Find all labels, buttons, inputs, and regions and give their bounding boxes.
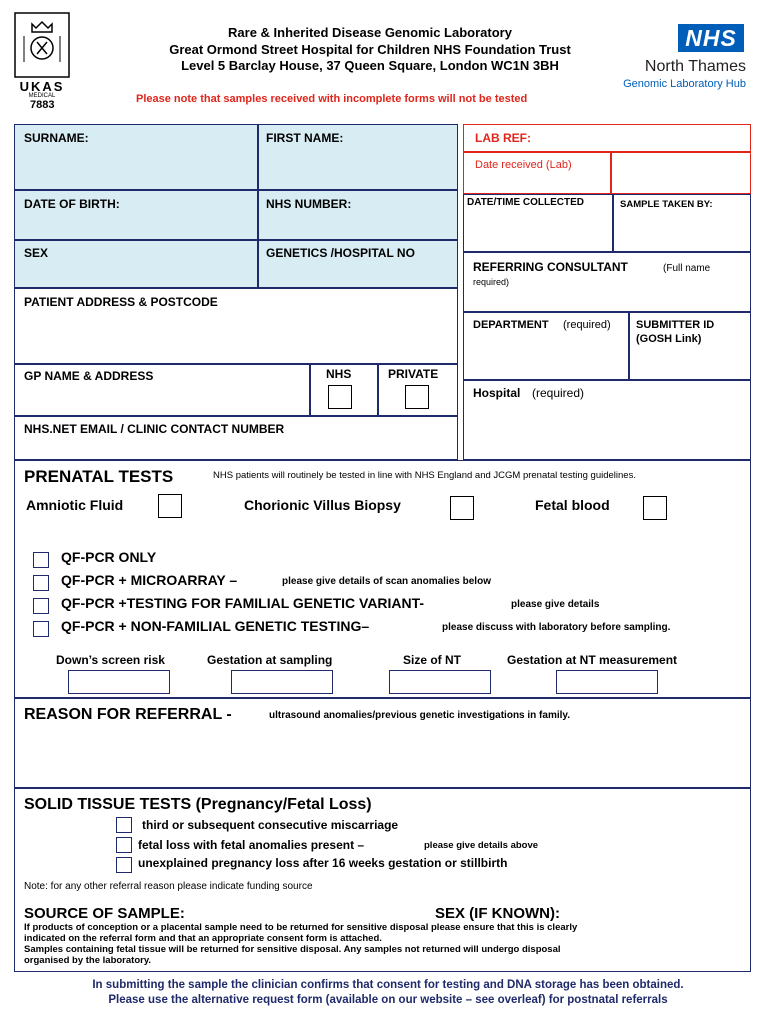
taken-by-label: SAMPLE TAKEN BY:: [620, 199, 713, 210]
qfpcr-only-checkbox[interactable]: [33, 552, 49, 568]
hospital-note: (required): [532, 386, 585, 400]
submitter-id-note: (GOSH Link): [636, 333, 702, 345]
trust-name: Great Ormond Street Hospital for Children NHS Foundation Trust: [169, 42, 571, 57]
fetal-blood-label: Fetal blood: [535, 497, 610, 513]
miscarriage-label: third or subsequent consecutive miscarriage: [142, 818, 399, 832]
qfpcr-familial-checkbox[interactable]: [33, 598, 49, 614]
qfpcr-familial-label: QF-PCR +TESTING FOR FAMILIAL GENETIC VARIANT-: [61, 595, 425, 611]
referral-title: REASON FOR REFERRAL -: [24, 706, 232, 723]
department-note: (required): [563, 319, 611, 331]
lab-address: Level 5 Barclay House, 37 Queen Square, London WC1N 3BH: [181, 58, 559, 73]
fetal-anomalies-note: please give details above: [424, 840, 539, 851]
consultant-label: REFERRING CONSULTANT: [473, 260, 628, 274]
cvs-checkbox[interactable]: [450, 496, 474, 520]
gp-label: GP NAME & ADDRESS: [24, 369, 154, 383]
prenatal-note: NHS patients will routinely be tested in line with NHS England and JCGM prenatal testing guidelines.: [213, 470, 636, 481]
date-received-label: Date received (Lab): [475, 159, 572, 171]
fetal-anomalies-label: fetal loss with fetal anomalies present –: [138, 838, 365, 852]
downs-risk-label: Down’s screen risk: [56, 653, 165, 667]
gestation-nt-input[interactable]: [556, 670, 658, 694]
consultant-note: (Full name: [663, 263, 711, 274]
private-option-label: PRIVATE: [388, 367, 439, 381]
source-label: SOURCE OF SAMPLE:: [24, 905, 185, 922]
qfpcr-only-label: QF-PCR ONLY: [61, 549, 157, 565]
page-title: Rare & Inherited Disease Genomic Laboratory: [228, 25, 512, 40]
nt-size-label: Size of NT: [403, 653, 462, 667]
nhs-number-label: NHS NUMBER:: [266, 197, 352, 211]
ukas-number: 7883: [30, 99, 55, 111]
dob-label: DATE OF BIRTH:: [24, 197, 120, 211]
department-label: DEPARTMENT: [473, 319, 549, 331]
crown-icon: [14, 12, 70, 78]
ukas-logo: [14, 12, 70, 98]
qfpcr-nonfamilial-label: QF-PCR + NON-FAMILIAL GENETIC TESTING–: [61, 618, 370, 634]
qfpcr-nonfamilial-note: please discuss with laboratory before sampling.: [442, 622, 671, 633]
prenatal-title: PRENATAL TESTS: [24, 467, 174, 486]
downs-risk-input[interactable]: [68, 670, 170, 694]
email-label: NHS.NET EMAIL / CLINIC CONTACT NUMBER: [24, 422, 285, 436]
disposal-text-2: indicated on the referral form and that an appropriate consent form is attached.: [24, 933, 382, 944]
qfpcr-nonfamilial-checkbox[interactable]: [33, 621, 49, 637]
address-label: PATIENT ADDRESS & POSTCODE: [24, 295, 218, 309]
sex-known-label: SEX (IF KNOWN):: [435, 905, 560, 922]
nhs-option-label: NHS: [326, 367, 352, 381]
disposal-text-4: organised by the laboratory.: [24, 955, 152, 966]
cvs-label: Chorionic Villus Biopsy: [244, 497, 401, 513]
qfpcr-familial-note: please give details: [511, 599, 600, 610]
lab-ref-label: LAB REF:: [475, 131, 531, 145]
nhs-logo: [678, 24, 744, 52]
first-name-label: FIRST NAME:: [266, 131, 344, 145]
funding-note: Note: for any other referral reason please indicate funding source: [24, 881, 313, 892]
nt-size-input[interactable]: [389, 670, 491, 694]
gestation-sampling-label: Gestation at sampling: [207, 653, 333, 667]
qfpcr-microarray-note: please give details of scan anomalies below: [282, 576, 491, 587]
stillbirth-checkbox[interactable]: [116, 857, 132, 873]
consultant-note-2: required): [473, 277, 510, 287]
disposal-text-3: Samples containing fetal tissue will be returned for sensitive disposal. Any samples not returned will undergo disposal: [24, 944, 561, 955]
surname-label: SURNAME:: [24, 131, 89, 145]
qfpcr-microarray-checkbox[interactable]: [33, 575, 49, 591]
nhs-checkbox[interactable]: [328, 385, 352, 409]
footer-postnatal: Please use the alternative request form (available on our website – see overleaf) for postnatal referrals: [108, 994, 668, 1006]
stillbirth-label: unexplained pregnancy loss after 16 weeks gestation or stillbirth: [138, 856, 508, 870]
nhs-region: North Thames: [644, 58, 746, 75]
ukas-text: UKAS: [19, 79, 65, 94]
date-collected-label: DATE/TIME COLLECTED: [467, 197, 585, 208]
warning-text: Please note that samples received with incomplete forms will not be tested: [136, 93, 528, 105]
disposal-text-1: If products of conception or a placental sample need to be returned for sensitive disposal please ensure that this is clearly: [24, 922, 578, 933]
qfpcr-microarray-label: QF-PCR + MICROARRAY –: [61, 572, 238, 588]
private-checkbox[interactable]: [405, 385, 429, 409]
gestation-sampling-input[interactable]: [231, 670, 333, 694]
date-received-box[interactable]: [611, 152, 751, 194]
gestation-nt-label: Gestation at NT measurement: [507, 653, 678, 667]
nhs-logo-mark: NHS: [685, 25, 737, 51]
sex-field[interactable]: [14, 240, 258, 288]
amniotic-checkbox[interactable]: [158, 494, 182, 518]
solid-title: SOLID TISSUE TESTS (Pregnancy/Fetal Loss): [24, 796, 372, 813]
fetal-anomalies-checkbox[interactable]: [116, 837, 132, 853]
ukas-medical: MEDICAL: [28, 93, 56, 99]
hospital-label: Hospital: [473, 386, 521, 400]
miscarriage-checkbox[interactable]: [116, 817, 132, 833]
referral-note: ultrasound anomalies/previous genetic investigations in family.: [269, 710, 570, 721]
fetal-blood-checkbox[interactable]: [643, 496, 667, 520]
nhs-hub: Genomic Laboratory Hub: [623, 78, 746, 90]
submitter-id-label: SUBMITTER ID: [636, 319, 715, 331]
amniotic-label: Amniotic Fluid: [26, 497, 124, 513]
footer-consent: In submitting the sample the clinician confirms that consent for testing and DNA storage has been obtained.: [92, 979, 684, 991]
genetics-no-label: GENETICS /HOSPITAL NO: [266, 246, 415, 260]
sex-label: SEX: [24, 246, 49, 260]
